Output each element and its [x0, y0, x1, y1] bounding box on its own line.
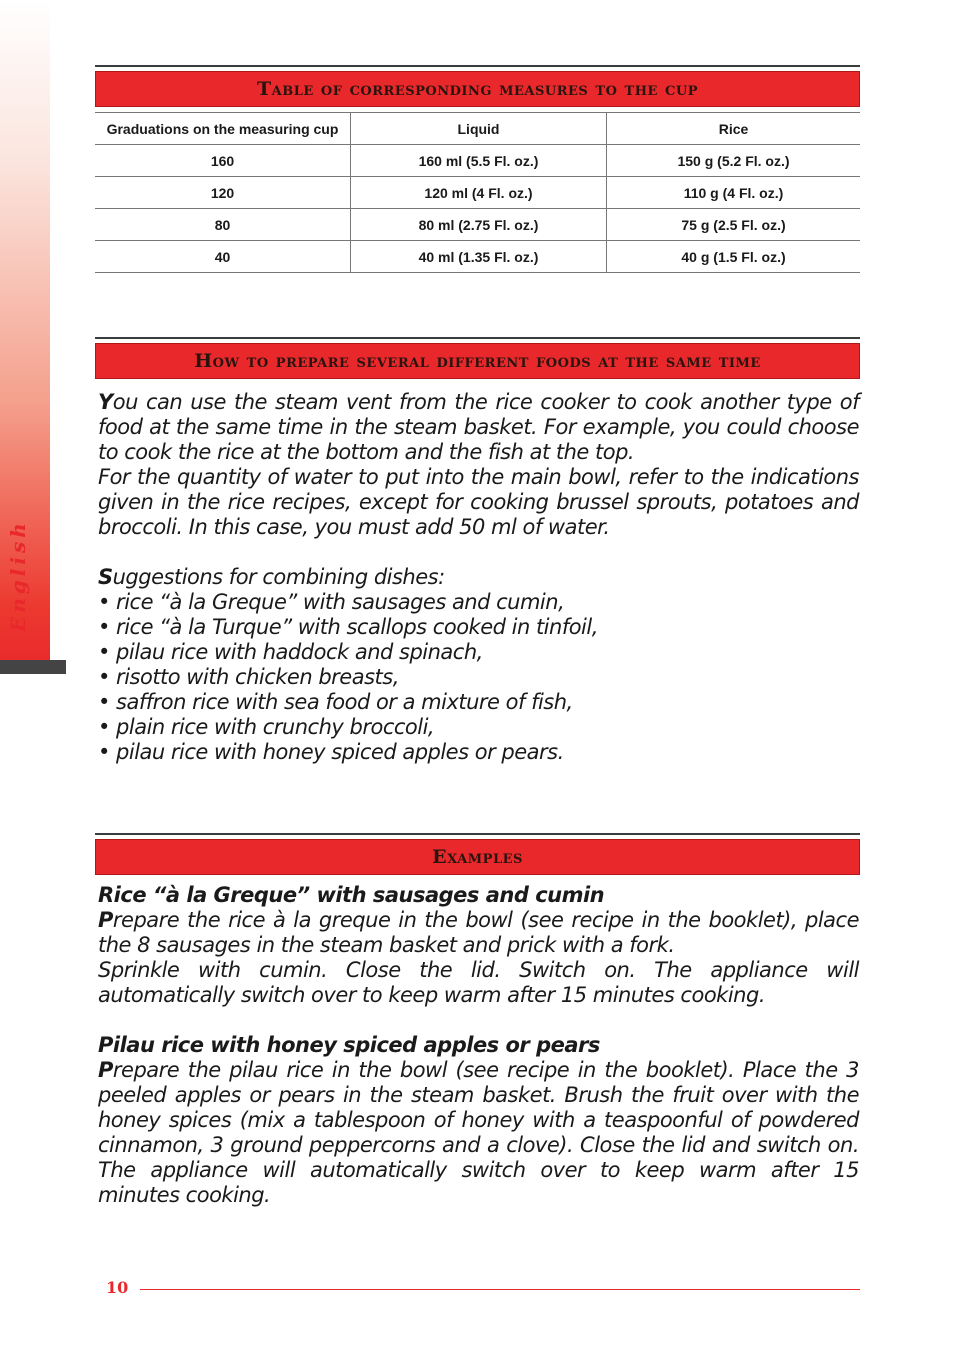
- liquid-cell: 120 ml (4 Fl. oz.): [351, 177, 607, 209]
- water-note-paragraph: For the quantity of water to put into the main bowl, refer to the indications given in the rice recipes, except for cooking brussel sprouts, potatoes and broccoli. In this case, you must add 50 ml of water.: [98, 465, 859, 539]
- table-row: [95, 145, 860, 177]
- list-item: • rice “à la Greque” with sausages and cumin,: [98, 590, 565, 614]
- table-section-title: Table of corresponding measures to the cup: [95, 71, 860, 107]
- liquid-cell: 160 ml (5.5 Fl. oz.): [351, 145, 607, 177]
- drop-cap: S: [98, 565, 113, 589]
- prepare-section-header: [95, 337, 860, 379]
- suggestions-heading-text: uggestions for combining dishes:: [112, 565, 445, 589]
- intro-paragraph: [98, 390, 859, 465]
- graduation-cell: 80: [95, 209, 351, 241]
- drop-cap: Y: [98, 390, 113, 414]
- graduation-cell: 120: [95, 177, 351, 209]
- example-2-title: Pilau rice with honey spiced apples or pears: [98, 1033, 600, 1057]
- example-2-paragraph: [98, 1058, 859, 1208]
- rice-cell: 40 g (1.5 Fl. oz.): [607, 241, 861, 273]
- column-header-rice: Rice: [607, 113, 861, 145]
- example-1-title: Rice “à la Greque” with sausages and cumin: [98, 883, 605, 907]
- rice-cell: 110 g (4 Fl. oz.): [607, 177, 861, 209]
- page-number: 10: [106, 1278, 129, 1297]
- list-item: • plain rice with crunchy broccoli,: [98, 715, 435, 739]
- graduation-cell: 40: [95, 241, 351, 273]
- section-rule: [95, 65, 860, 67]
- intro-text: ou can use the steam vent from the rice cooker to cook another type of food at the same time in the steam basket. For example, you could choose to cook the rice at the bottom and the fish at the top.: [98, 390, 859, 464]
- drop-cap: P: [98, 1058, 113, 1082]
- graduation-cell: 160: [95, 145, 351, 177]
- list-item: • saffron rice with sea food or a mixture of fish,: [98, 690, 573, 714]
- list-item: • risotto with chicken breasts,: [98, 665, 399, 689]
- list-item: • rice “à la Turque” with scallops cooked in tinfoil,: [98, 615, 598, 639]
- liquid-cell: 40 ml (1.35 Fl. oz.): [351, 241, 607, 273]
- prepare-section-title: How to prepare several different foods at the same time: [95, 343, 860, 379]
- column-header-graduations: Graduations on the measuring cup: [95, 113, 351, 145]
- example-1-text: repare the rice à la greque in the bowl (see recipe in the booklet), place the 8 sausages in the steam basket and prick with a fork.: [98, 908, 859, 957]
- rice-cell: 75 g (2.5 Fl. oz.): [607, 209, 861, 241]
- prepare-section-body: [98, 390, 859, 765]
- section-rule: [95, 833, 860, 835]
- examples-section-body: [98, 883, 859, 1208]
- list-item: • pilau rice with honey spiced apples or pears.: [98, 740, 564, 764]
- section-rule: [95, 337, 860, 339]
- table-row: [95, 209, 860, 241]
- footer-rule: [140, 1289, 860, 1290]
- examples-section-header: [95, 833, 860, 875]
- table-header-row: [95, 113, 860, 145]
- example-1-paragraph: [98, 908, 859, 958]
- examples-section-title: Examples: [95, 839, 860, 875]
- list-item: • pilau rice with haddock and spinach,: [98, 640, 483, 664]
- rice-cell: 150 g (5.2 Fl. oz.): [607, 145, 861, 177]
- drop-cap: P: [98, 908, 113, 932]
- example-2-text: repare the pilau rice in the bowl (see recipe in the booklet). Place the 3 peeled apples or pears in the steam basket. Brush the fruit over with the honey spices (mix a tablespoon of honey with a teaspoonful of powdered cinnamon, 3 ground peppercorns and a clove). Close the lid and switch on. The appliance will automatically switch over to keep warm after 15 minutes cooking.: [98, 1058, 859, 1207]
- suggestions-heading: [98, 565, 859, 590]
- example-1-paragraph-2: Sprinkle with cumin. Close the lid. Switch on. The appliance will automatically switch over to keep warm after 15 minutes cooking.: [98, 958, 859, 1007]
- table-section-header: [95, 65, 860, 107]
- table-row: [95, 241, 860, 273]
- measures-table: [95, 112, 860, 273]
- table-row: [95, 177, 860, 209]
- liquid-cell: 80 ml (2.75 Fl. oz.): [351, 209, 607, 241]
- language-label: English: [6, 519, 30, 632]
- column-header-liquid: Liquid: [351, 113, 607, 145]
- sidebar-base: [0, 660, 66, 674]
